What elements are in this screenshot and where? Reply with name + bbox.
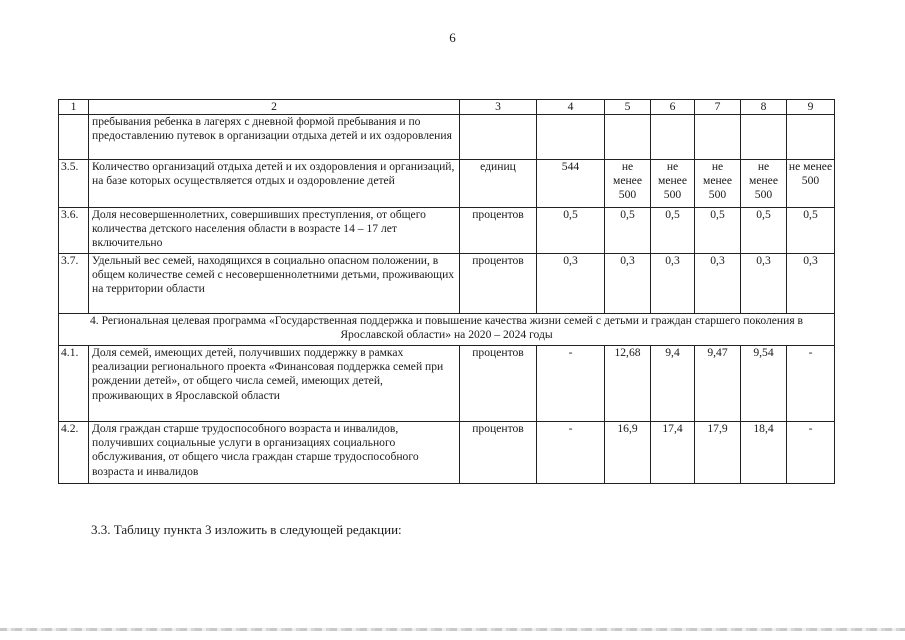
row-number [59, 115, 89, 160]
row-description: Доля несовершеннолетних, совершивших преступления, от общего количества детского населения области в возрасте 14 – 17 лет включительно [89, 208, 460, 254]
program-title: 4. Региональная целевая программа «Государственная поддержка и повышение качества жизни семей с детьми и граждан старшего поколения в Ярославской области» на 2020 – 2024 годы [59, 314, 835, 346]
row-unit: процентов [460, 208, 537, 254]
row-value [651, 115, 695, 160]
row-value: 544 [537, 160, 605, 208]
row-value: 17,4 [651, 422, 695, 484]
row-value: - [787, 346, 835, 422]
row-value: - [537, 346, 605, 422]
row-number: 3.7. [59, 254, 89, 314]
row-unit [460, 115, 537, 160]
row-value [787, 115, 835, 160]
table-row [59, 422, 835, 484]
table-header-row [59, 100, 835, 115]
row-value: 9,54 [741, 346, 787, 422]
header-cell: 8 [741, 100, 787, 115]
row-value: не менее 500 [787, 160, 835, 208]
header-cell: 5 [605, 100, 651, 115]
row-value: 0,3 [651, 254, 695, 314]
row-value: 0,3 [741, 254, 787, 314]
row-value [741, 115, 787, 160]
table-row [59, 254, 835, 314]
row-value: 16,9 [605, 422, 651, 484]
row-value: не менее 500 [741, 160, 787, 208]
header-cell: 4 [537, 100, 605, 115]
row-value: - [787, 422, 835, 484]
row-description: пребывания ребенка в лагерях с дневной формой пребывания и по предоставлению путевок в организации отдыха детей и их оздоровления [89, 115, 460, 160]
table-row [59, 346, 835, 422]
row-value [605, 115, 651, 160]
row-unit: процентов [460, 254, 537, 314]
row-value: не менее 500 [651, 160, 695, 208]
row-unit: процентов [460, 422, 537, 484]
row-value: не менее 500 [605, 160, 651, 208]
row-value: 12,68 [605, 346, 651, 422]
row-number: 4.1. [59, 346, 89, 422]
row-value [695, 115, 741, 160]
header-cell: 2 [89, 100, 460, 115]
row-value [537, 115, 605, 160]
row-value: 0,5 [787, 208, 835, 254]
row-description: Доля граждан старше трудоспособного возраста и инвалидов, получивших социальные услуги в организациях социального обслуживания, от общего числа граждан старше трудоспособного возраста и инвалидов [89, 422, 460, 484]
row-value: - [537, 422, 605, 484]
row-value: 18,4 [741, 422, 787, 484]
row-value: 0,5 [695, 208, 741, 254]
row-description: Доля семей, имеющих детей, получивших поддержку в рамках реализации регионального проекта «Финансовая поддержка семей при рождении детей», от общего числа семей, имеющих детей, проживающих в Ярославской области [89, 346, 460, 422]
table-row [59, 115, 835, 160]
row-number: 3.6. [59, 208, 89, 254]
row-unit: единиц [460, 160, 537, 208]
next-section-instruction: 3.3. Таблицу пункта 3 изложить в следующей редакции: [91, 522, 402, 537]
table-row [59, 208, 835, 254]
row-number: 4.2. [59, 422, 89, 484]
header-cell: 6 [651, 100, 695, 115]
row-value: 0,3 [537, 254, 605, 314]
table-row [59, 160, 835, 208]
header-cell: 3 [460, 100, 537, 115]
row-value: 0,5 [605, 208, 651, 254]
row-number: 3.5. [59, 160, 89, 208]
row-value: 0,5 [651, 208, 695, 254]
row-value: 9,4 [651, 346, 695, 422]
row-value: 0,5 [537, 208, 605, 254]
indicators-table [58, 99, 835, 484]
row-description: Удельный вес семей, находящихся в социально опасном положении, в общем количестве семей с несовершеннолетними детьми, проживающих на территории области [89, 254, 460, 314]
row-unit: процентов [460, 346, 537, 422]
section-header-row [59, 314, 835, 346]
scan-edge-artifact [0, 628, 905, 631]
row-value: 9,47 [695, 346, 741, 422]
row-value: не менее 500 [695, 160, 741, 208]
row-value: 17,9 [695, 422, 741, 484]
header-cell: 7 [695, 100, 741, 115]
header-cell: 9 [787, 100, 835, 115]
header-cell: 1 [59, 100, 89, 115]
row-description: Количество организаций отдыха детей и их оздоровления и организаций, на базе которых осуществляется отдых и оздоровление детей [89, 160, 460, 208]
row-value: 0,3 [605, 254, 651, 314]
page-number: 6 [449, 30, 456, 45]
row-value: 0,3 [787, 254, 835, 314]
row-value: 0,5 [741, 208, 787, 254]
row-value: 0,3 [695, 254, 741, 314]
